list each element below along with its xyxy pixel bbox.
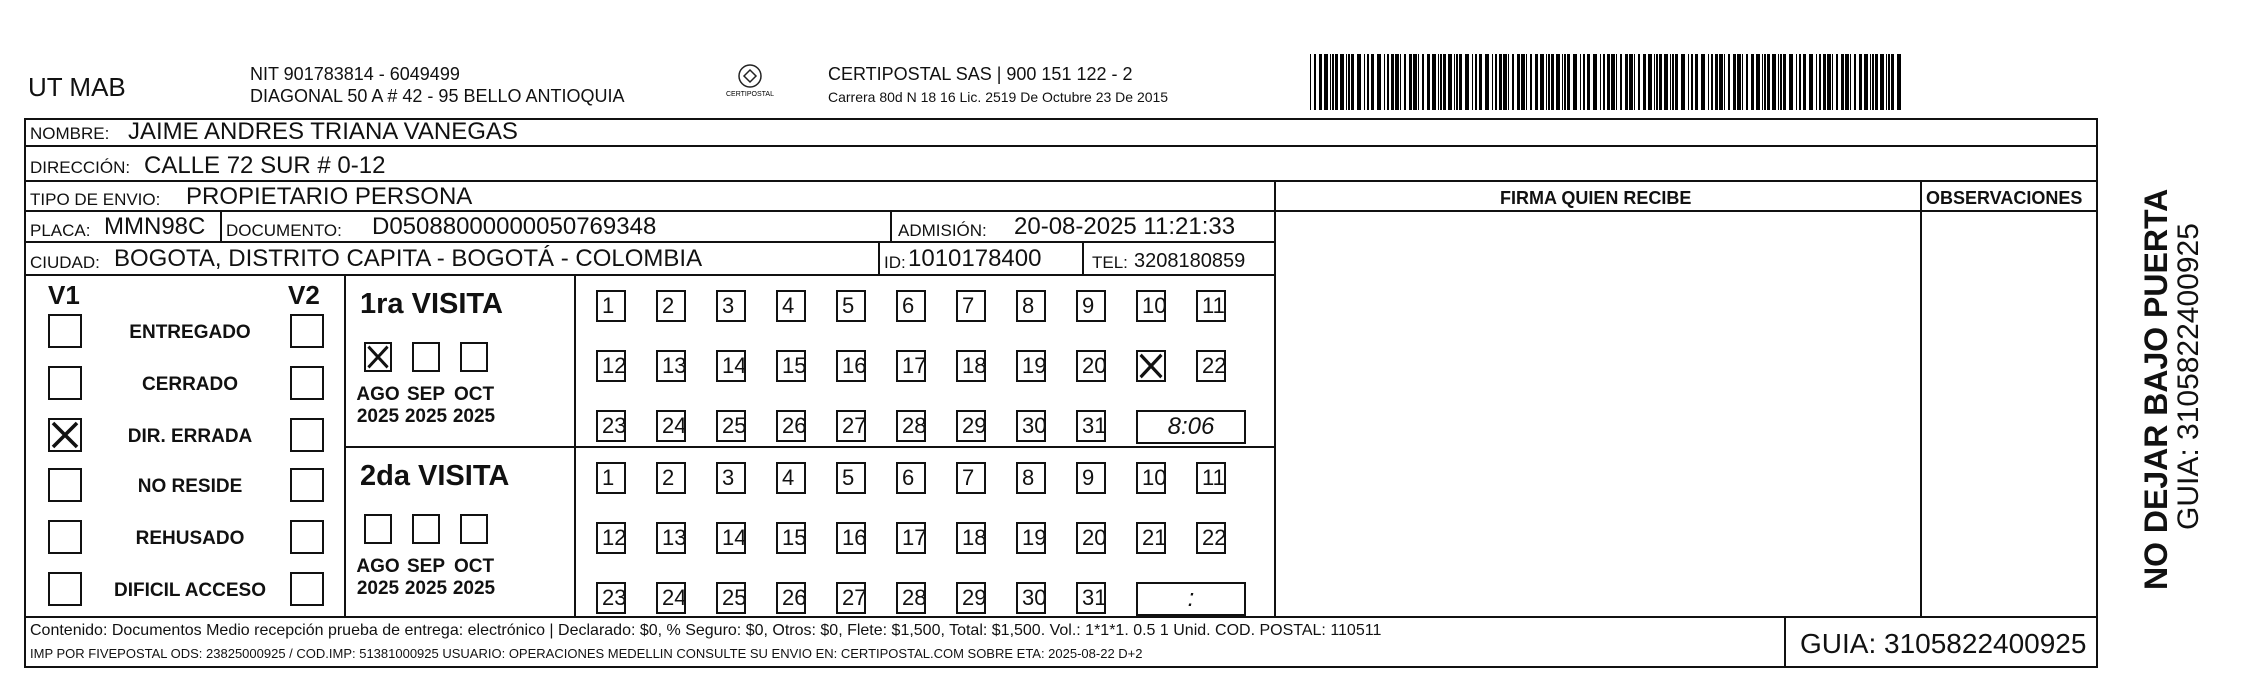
v2-header: V2 <box>288 280 320 310</box>
day-checkbox[interactable] <box>1076 582 1106 614</box>
month-checkbox[interactable] <box>460 514 488 544</box>
month-name: AGO <box>356 384 400 405</box>
day-number: 28 <box>902 585 927 610</box>
day-checkbox[interactable] <box>776 350 806 382</box>
day-number: 13 <box>662 353 687 378</box>
day-checkbox[interactable] <box>1076 462 1106 494</box>
day-number: 22 <box>1202 353 1227 378</box>
courier-name: CERTIPOSTAL SAS | 900 151 122 - 2 <box>828 64 1133 84</box>
day-checkbox[interactable] <box>1016 522 1046 554</box>
v1-header: V1 <box>48 280 80 310</box>
day-checkbox[interactable] <box>716 350 746 382</box>
day-checkbox[interactable] <box>1076 290 1106 322</box>
month-checkbox[interactable] <box>364 514 392 544</box>
day-number: 22 <box>1202 525 1227 550</box>
documento-label: DOCUMENTO: <box>226 221 342 240</box>
day-number: 4 <box>782 293 795 318</box>
day-number: 26 <box>782 585 807 610</box>
day-checkbox[interactable] <box>776 290 806 322</box>
v1-checkbox[interactable] <box>48 366 82 400</box>
day-checkbox[interactable] <box>716 462 746 494</box>
logo-text: CERTIPOSTAL <box>726 91 774 98</box>
day-checkbox[interactable] <box>1196 290 1226 322</box>
day-checkbox[interactable] <box>656 462 686 494</box>
day-checkbox[interactable] <box>596 462 626 494</box>
day-number: 11 <box>1202 293 1225 318</box>
day-number: 12 <box>602 525 627 550</box>
time-field[interactable]: 8:06 <box>1136 410 1246 444</box>
day-number: 20 <box>1082 525 1107 550</box>
nombre-value: JAIME ANDRES TRIANA VANEGAS <box>128 118 518 145</box>
day-number: 28 <box>902 413 927 438</box>
tipo-envio-value: PROPIETARIO PERSONA <box>186 183 473 210</box>
side-warning: NO DEJAR BAJO PUERTA <box>2138 188 2174 590</box>
day-number: 9 <box>1082 465 1095 490</box>
month-name: OCT <box>453 384 495 405</box>
day-number: 6 <box>902 465 915 490</box>
day-checkbox[interactable] <box>956 290 986 322</box>
day-checkbox[interactable] <box>716 290 746 322</box>
day-checkbox[interactable] <box>956 522 986 554</box>
day-number: 8 <box>1022 465 1035 490</box>
day-number: 8 <box>1022 293 1035 318</box>
month-year: 2025 <box>356 406 400 427</box>
day-checkbox[interactable] <box>836 462 866 494</box>
day-checkbox[interactable] <box>1016 350 1046 382</box>
day-checkbox[interactable] <box>1136 350 1166 382</box>
month-name: SEP <box>406 384 446 405</box>
day-checkbox[interactable] <box>656 350 686 382</box>
day-number: 10 <box>1142 293 1167 318</box>
day-checkbox[interactable] <box>1196 522 1226 554</box>
day-checkbox[interactable] <box>776 582 806 614</box>
v2-checkbox[interactable] <box>290 468 324 502</box>
day-checkbox[interactable] <box>836 522 866 554</box>
day-checkbox[interactable] <box>1076 350 1106 382</box>
day-number: 9 <box>1082 293 1095 318</box>
v1-checkbox[interactable] <box>48 314 82 348</box>
tel-label: TEL: <box>1092 253 1128 272</box>
day-number: 29 <box>962 413 987 438</box>
tipo-envio-label: TIPO DE ENVIO: <box>30 190 161 209</box>
day-number: 7 <box>962 465 975 490</box>
day-number: 20 <box>1082 353 1107 378</box>
day-number: 13 <box>662 525 687 550</box>
day-number: 14 <box>722 353 747 378</box>
status-label: DIR. ERRADA <box>127 426 253 447</box>
time-field[interactable]: : <box>1136 582 1246 616</box>
v2-checkbox[interactable] <box>290 520 324 554</box>
day-number: 24 <box>662 413 687 438</box>
day-number: 14 <box>722 525 747 550</box>
day-checkbox[interactable] <box>1076 410 1106 442</box>
day-number: 2 <box>662 293 675 318</box>
v2-checkbox[interactable] <box>290 572 324 606</box>
day-checkbox[interactable] <box>716 410 746 442</box>
day-checkbox[interactable] <box>836 410 866 442</box>
id-value: 1010178400 <box>908 245 1042 272</box>
placa-value: MMN98C <box>104 213 206 240</box>
month-year: 2025 <box>356 578 400 599</box>
day-checkbox[interactable] <box>776 462 806 494</box>
day-checkbox[interactable] <box>836 582 866 614</box>
direccion-value: CALLE 72 SUR # 0-12 <box>144 152 386 179</box>
day-number: 3 <box>722 465 735 490</box>
day-number: 5 <box>842 293 855 318</box>
v1-checkbox[interactable] <box>48 468 82 502</box>
day-checkbox[interactable] <box>896 582 926 614</box>
day-number: 4 <box>782 465 795 490</box>
status-label: DIFICIL ACCESO <box>113 580 266 601</box>
v2-checkbox[interactable] <box>290 314 324 348</box>
month-year: 2025 <box>452 578 496 599</box>
nombre-label: NOMBRE: <box>30 124 110 143</box>
month-checkbox[interactable] <box>460 342 488 372</box>
day-number: 29 <box>962 585 987 610</box>
day-checkbox[interactable] <box>1136 462 1166 494</box>
day-checkbox[interactable] <box>896 462 926 494</box>
month-label <box>444 384 504 428</box>
day-number: 27 <box>842 413 867 438</box>
month-year: 2025 <box>452 406 496 427</box>
day-checkbox[interactable] <box>1136 290 1166 322</box>
day-number: 27 <box>842 585 867 610</box>
day-number: 19 <box>1022 353 1047 378</box>
day-number: 30 <box>1022 585 1047 610</box>
day-number: 17 <box>902 525 927 550</box>
day-number: 5 <box>842 465 855 490</box>
ciudad-label: CIUDAD: <box>30 253 100 272</box>
v2-checkbox[interactable] <box>290 418 324 452</box>
day-checkbox[interactable] <box>1016 462 1046 494</box>
day-number: 15 <box>782 353 807 378</box>
day-checkbox[interactable] <box>1196 462 1226 494</box>
month-name: OCT <box>453 556 495 577</box>
day-checkbox[interactable] <box>716 522 746 554</box>
month-name: AGO <box>356 556 400 577</box>
month-checkbox[interactable] <box>412 514 440 544</box>
tel-value: 3208180859 <box>1134 250 1246 272</box>
day-checkbox[interactable] <box>1016 410 1046 442</box>
day-checkbox[interactable] <box>1016 582 1046 614</box>
month-checkbox[interactable] <box>364 342 392 372</box>
ciudad-value: BOGOTA, DISTRITO CAPITA - BOGOTÁ - COLOMBIA <box>114 245 703 272</box>
day-number: 1 <box>602 465 615 490</box>
day-number: 21 <box>1142 525 1167 550</box>
day-checkbox[interactable] <box>956 582 986 614</box>
day-number: 19 <box>1022 525 1047 550</box>
day-checkbox[interactable] <box>596 290 626 322</box>
courier-address: Carrera 80d N 18 16 Lic. 2519 De Octubre 23 De 2015 <box>828 89 1169 105</box>
footer-imp: IMP POR FIVEPOSTAL ODS: 23825000925 / COD.IMP: 51381000925 USUARIO: OPERACIONES MEDELLIN CONSULTE SU ENVIO EN: CERTIPOSTAL.COM SOBRE ETA: 2025-08-22 D+2 <box>30 646 1143 661</box>
day-checkbox[interactable] <box>596 522 626 554</box>
status-label: NO RESIDE <box>137 476 243 497</box>
day-number: 23 <box>602 413 627 438</box>
footer-contents: Contenido: Documentos Medio recepción prueba de entrega: electrónico | Declarado: $0, % Seguro: $0, Otros: $0, Flete: $1,500, Total: $1,500. Vol.: 1*1*1. 0.5 1 Unid. COD. POSTAL: 110511 <box>30 622 1382 639</box>
day-number: 18 <box>962 525 987 550</box>
company-address: DIAGONAL 50 A # 42 - 95 BELLO ANTIOQUIA <box>250 86 625 106</box>
day-checkbox[interactable] <box>656 290 686 322</box>
day-checkbox[interactable] <box>596 582 626 614</box>
visit-title: 1ra VISITA <box>360 288 503 320</box>
day-number: 16 <box>842 353 867 378</box>
v1-checkbox[interactable] <box>48 520 82 554</box>
day-number: 12 <box>602 353 627 378</box>
month-year: 2025 <box>404 578 448 599</box>
day-number: 30 <box>1022 413 1047 438</box>
day-number: 11 <box>1202 465 1225 490</box>
day-checkbox[interactable] <box>896 410 926 442</box>
v2-checkbox[interactable] <box>290 366 324 400</box>
day-checkbox[interactable] <box>656 582 686 614</box>
day-number: 24 <box>662 585 687 610</box>
day-number: 7 <box>962 293 975 318</box>
company-name: UT MAB <box>28 72 126 102</box>
placa-label: PLACA: <box>30 221 91 240</box>
day-checkbox[interactable] <box>836 290 866 322</box>
day-number: 25 <box>722 413 747 438</box>
day-checkbox[interactable] <box>956 350 986 382</box>
day-checkbox[interactable] <box>776 522 806 554</box>
day-checkbox[interactable] <box>596 350 626 382</box>
direccion-label: DIRECCIÓN: <box>30 158 131 177</box>
day-number: 16 <box>842 525 867 550</box>
day-number: 23 <box>602 585 627 610</box>
month-label <box>444 556 504 600</box>
day-checkbox[interactable] <box>776 410 806 442</box>
day-number: 31 <box>1082 413 1107 438</box>
v1-checkbox[interactable] <box>48 572 82 606</box>
day-number: 25 <box>722 585 747 610</box>
day-checkbox[interactable] <box>1136 522 1166 554</box>
status-label: CERRADO <box>141 374 239 395</box>
company-nit: NIT 901783814 - 6049499 <box>250 64 460 84</box>
day-checkbox[interactable] <box>956 410 986 442</box>
day-number: 17 <box>902 353 927 378</box>
status-label: ENTREGADO <box>129 322 251 343</box>
day-checkbox[interactable] <box>956 462 986 494</box>
day-checkbox[interactable] <box>656 522 686 554</box>
day-checkbox[interactable] <box>716 582 746 614</box>
firma-header: FIRMA QUIEN RECIBE <box>1500 188 1692 208</box>
day-number: 6 <box>902 293 915 318</box>
day-checkbox[interactable] <box>1196 350 1226 382</box>
day-checkbox[interactable] <box>836 350 866 382</box>
day-number: 3 <box>722 293 735 318</box>
day-number: 18 <box>962 353 987 378</box>
day-checkbox[interactable] <box>1016 290 1046 322</box>
month-year: 2025 <box>404 406 448 427</box>
day-number: 26 <box>782 413 807 438</box>
status-label: REHUSADO <box>135 528 245 549</box>
day-checkbox[interactable] <box>896 350 926 382</box>
side-guia: GUIA: 3105822400925 <box>2172 223 2205 530</box>
observaciones-header: OBSERVACIONES <box>1926 188 2083 208</box>
day-checkbox[interactable] <box>896 290 926 322</box>
day-checkbox[interactable] <box>896 522 926 554</box>
admision-value: 20-08-2025 11:21:33 <box>1014 213 1236 240</box>
barcode <box>1310 54 1902 110</box>
visit-title: 2da VISITA <box>360 460 510 492</box>
day-checkbox[interactable] <box>1076 522 1106 554</box>
admision-label: ADMISIÓN: <box>898 221 987 240</box>
day-number: 10 <box>1142 465 1167 490</box>
month-name: SEP <box>406 556 446 577</box>
day-number: 2 <box>662 465 675 490</box>
certipostal-logo <box>712 62 788 104</box>
month-checkbox[interactable] <box>412 342 440 372</box>
documento-value: D05088000000050769348 <box>372 213 657 240</box>
day-number: 1 <box>602 293 615 318</box>
day-checkbox[interactable] <box>596 410 626 442</box>
day-number: 31 <box>1082 585 1107 610</box>
footer-guia: GUIA: 3105822400925 <box>1800 628 2087 659</box>
v1-checkbox[interactable] <box>48 418 82 452</box>
id-label: ID: <box>884 253 906 272</box>
day-number: 15 <box>782 525 807 550</box>
day-checkbox[interactable] <box>656 410 686 442</box>
